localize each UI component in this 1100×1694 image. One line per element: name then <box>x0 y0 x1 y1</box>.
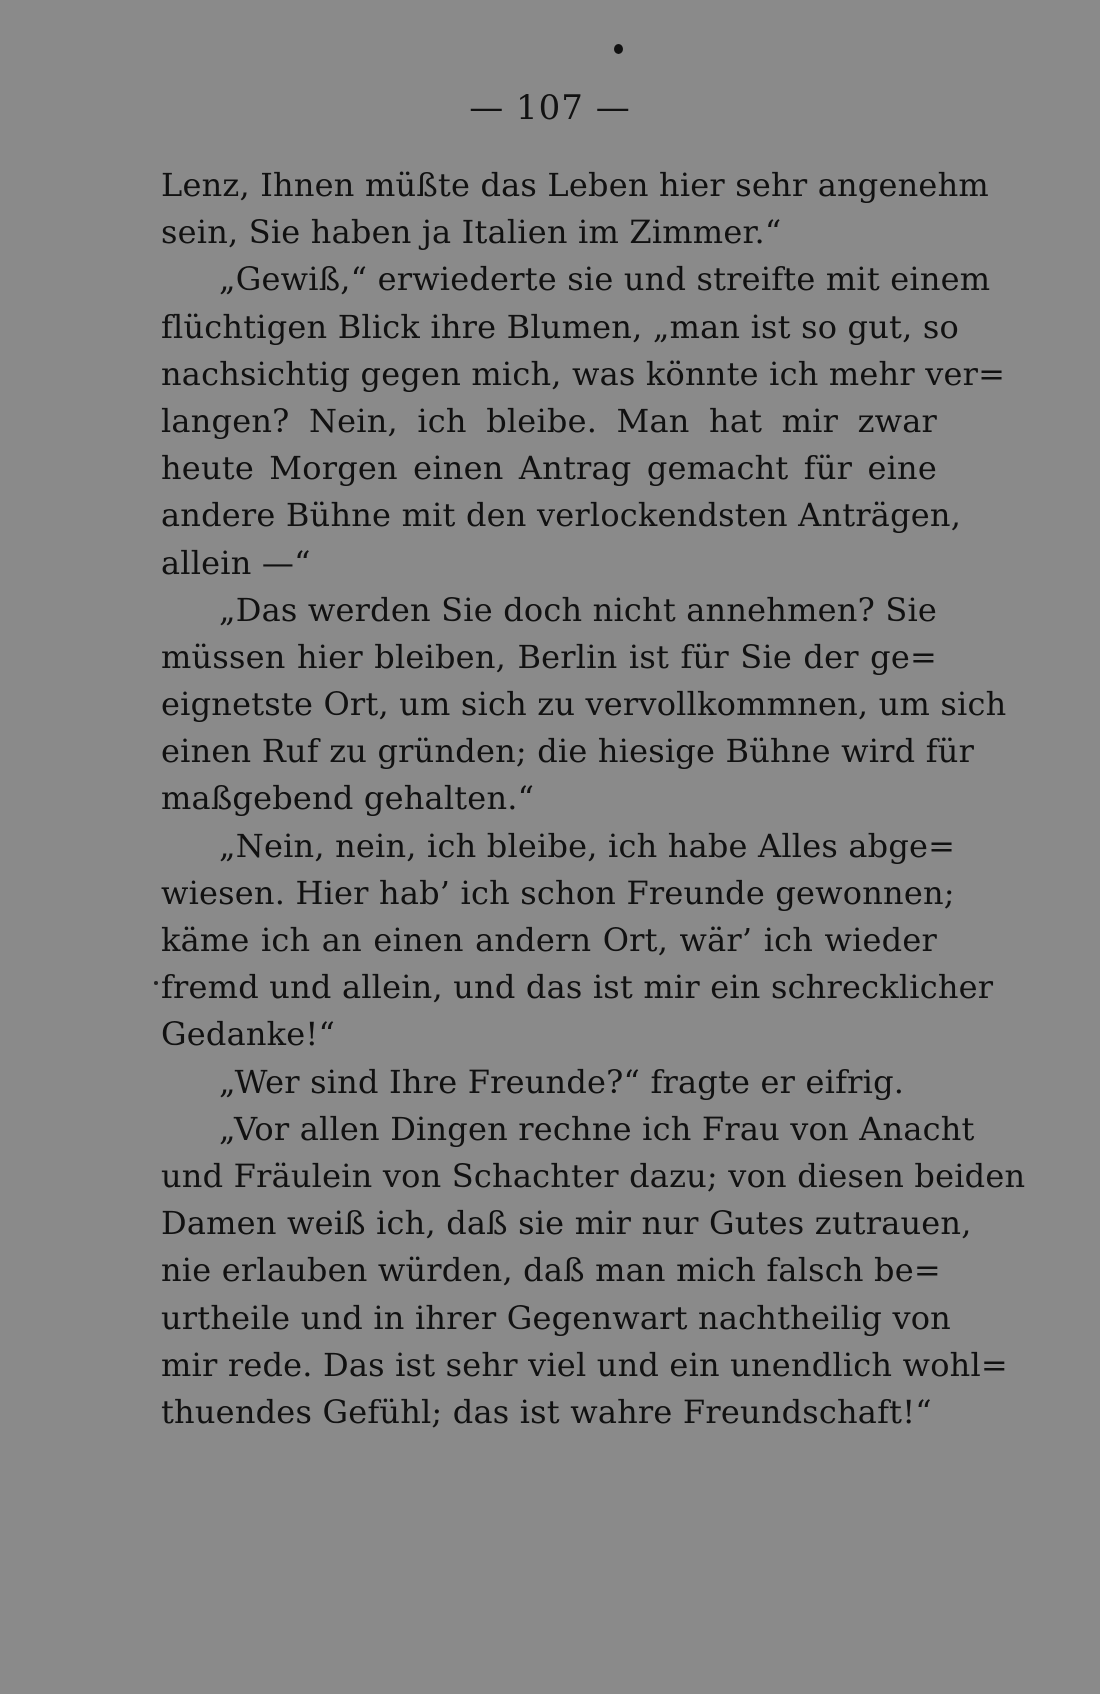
text-line: urtheile und in ihrer Gegenwart nachtheilig von <box>161 1298 951 1337</box>
text-line: langen? Nein, ich bleibe. Man hat mir zwar <box>161 401 937 440</box>
text-line: müssen hier bleiben, Berlin ist für Sie der ge= <box>161 637 937 676</box>
text-line: maßgebend gehalten.“ <box>161 779 535 818</box>
text-line: eignetste Ort, um sich zu vervollkommnen, um sich <box>161 685 1007 724</box>
text-line: Lenz, Ihnen müßte das Leben hier sehr angenehm <box>161 166 989 204</box>
text-line: „Das werden Sie doch nicht annehmen? Sie <box>219 590 938 629</box>
text-line: „Vor allen Dingen rechne ich Frau von Anacht <box>219 1109 975 1148</box>
ink-speck <box>614 44 623 54</box>
text-line: „Gewiß,“ erwiederte sie und streifte mit einem <box>219 260 991 299</box>
text-line: flüchtigen Blick ihre Blumen, „man ist so gut, so <box>161 307 959 346</box>
text-line: thuendes Gefühl; das ist wahre Freundschaft!“ <box>161 1392 932 1431</box>
text-line: und Fräulein von Schachter dazu; von diesen beiden <box>161 1156 1026 1195</box>
text-line: wiesen. Hier hab’ ich schon Freunde gewonnen; <box>161 873 955 912</box>
text-line: Damen weiß ich, daß sie mir nur Gutes zutrauen, <box>161 1204 972 1243</box>
text-line: einen Ruf zu gründen; die hiesige Bühne wird für <box>161 732 975 771</box>
page-number: — 107 — <box>469 88 631 128</box>
text-line: nie erlauben würden, daß man mich falsch be= <box>161 1251 941 1290</box>
text-line: Gedanke!“ <box>161 1015 336 1054</box>
text-line: nachsichtig gegen mich, was könnte ich mehr ver= <box>161 354 1006 393</box>
text-line: „Nein, nein, ich bleibe, ich habe Alles abge= <box>219 826 956 865</box>
text-line: andere Bühne mit den verlockendsten Anträgen, <box>161 496 962 535</box>
margin-mark <box>154 981 158 985</box>
body-text <box>161 162 1026 1436</box>
text-line: mir rede. Das ist sehr viel und ein unendlich wohl= <box>161 1345 1008 1384</box>
text-line: allein —“ <box>161 543 311 582</box>
text-line: käme ich an einen andern Ort, wär’ ich wieder <box>161 921 937 959</box>
text-line: heute Morgen einen Antrag gemacht für eine <box>161 449 937 488</box>
text-line: „Wer sind Ihre Freunde?“ fragte er eifrig. <box>219 1062 905 1101</box>
text-line: sein, Sie haben ja Italien im Zimmer.“ <box>161 213 782 252</box>
text-line: fremd und allein, und das ist mir ein schrecklicher <box>161 968 994 1007</box>
